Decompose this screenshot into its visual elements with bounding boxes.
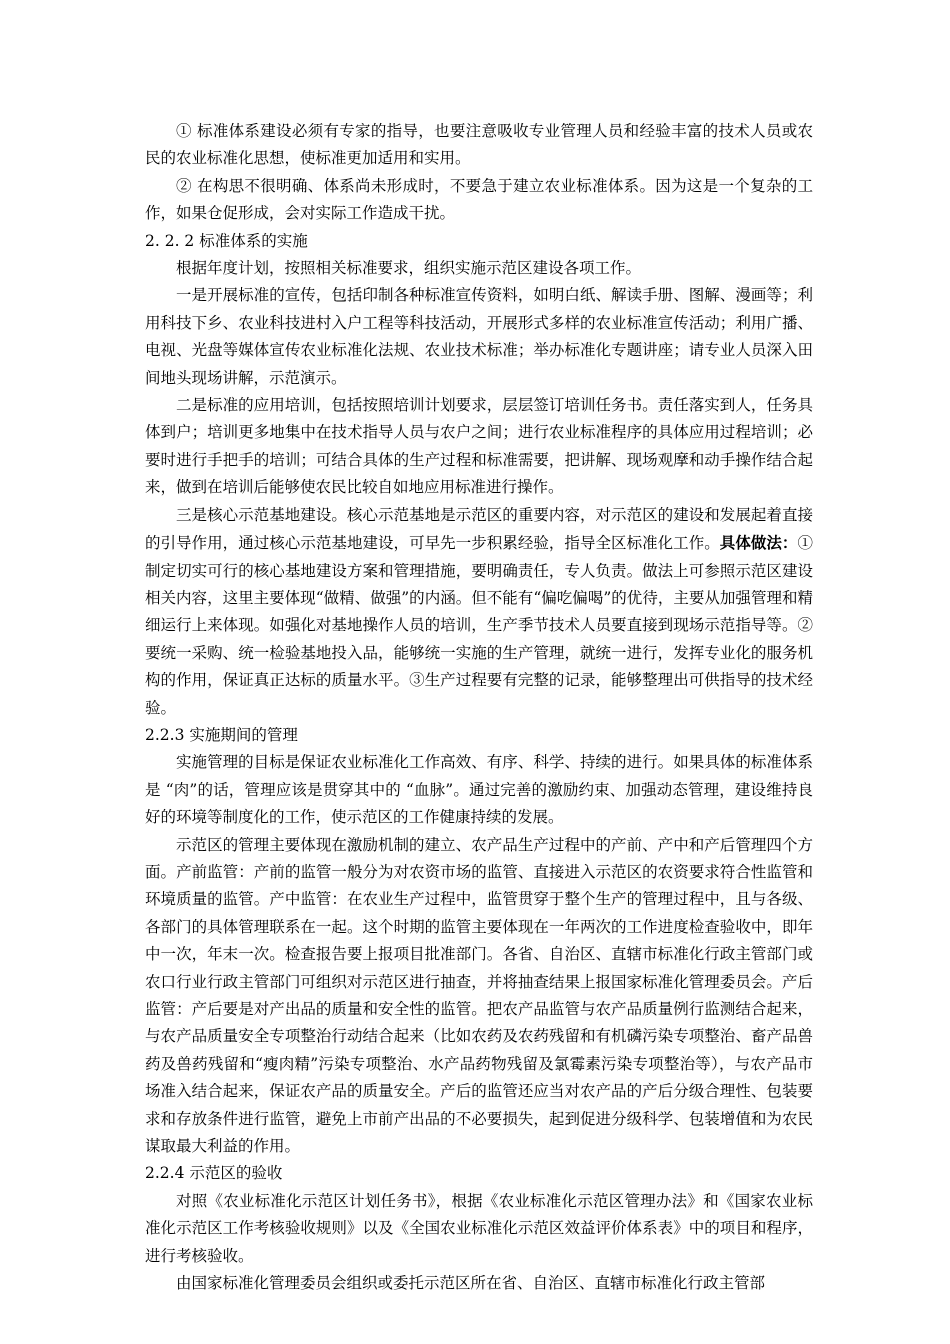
paragraph-10: 由国家标准化管理委员会组织或委托示范区所在省、自治区、直辖市标准化行政主管部 <box>176 1274 766 1293</box>
document-body <box>145 118 813 1297</box>
paragraph-6 <box>145 502 813 722</box>
paragraph-2: ② 在构思不很明确、体系尚未形成时，不要急于建立农业标准体系。因为这是一个复杂的工作，如果仓促形成，会对实际工作造成干扰。 <box>145 176 813 223</box>
section-heading-2-2-4: 2.2.4 示范区的验收 <box>145 1164 283 1183</box>
paragraph-8: 示范区的管理主要体现在激励机制的建立、农产品生产过程中的产前、产中和产后管理四个方面。产前监管：产前的监管一般分为对农资市场的监管、直接进入示范区的农资要求符合性监管和环境质量的监管。产中监管：在农业生产过程中，监管贯穿于整个生产的管理过程中，且与各级、各部门的具体管理联系在一起。这个时期的监管主要体现在一年两次的工作进度检查验收中，即年中一次，年末一次。检查报告要上报项目批准部门。各省、自治区、直辖市标准化行政主管部门或农口行业行政主管部门可组织对示范区进行抽查，并将抽查结果上报国家标准化管理委员会。产后监管：产后要是对产出品的质量和安全性的监管。把农产品监管与农产品质量例行监测结合起来，与农产品质量安全专项整治行动结合起来（比如农药及农药残留和有机磷污染专项整治、畜产品兽药及兽药残留和“瘦肉精”污染专项整治、水产品药物残留及氯霉素污染专项整治等），与农产品市场准入结合起来，保证农产品的质量安全。产后的监管还应当对农产品的产后分级合理性、包装要求和存放条件进行监管，避免上市前产出品的不必要损失，起到促进分级科学、包装增值和为农民谋取最大利益的作用。 <box>145 835 813 1156</box>
section-heading-2-2-2: 2. 2. 2 标准体系的实施 <box>145 231 308 250</box>
section-heading-2-2-3: 2.2.3 实施期间的管理 <box>145 725 298 744</box>
paragraph-9: 对照《农业标准化示范区计划任务书》，根据《农业标准化示范区管理办法》和《国家农业标准化示范区工作考核验收规则》以及《全国农业标准化示范区效益评价体系表》中的项目和程序，进行考核验收。 <box>145 1191 813 1265</box>
paragraph-6-intro: 三是核心示范基地建设。核心示范基地是示范区的重要内容，对示范区的建设和发展起着直接的引导作用，通过核心示范基地建设，可早先一步积累经验，指导全区标准化工作。 <box>145 505 813 553</box>
paragraph-7: 实施管理的目标是保证农业标准化工作高效、有序、科学、持续的进行。如果具体的标准体系是 “肉”的话，管理应该是贯穿其中的 “血脉”。通过完善的激励约束、加强动态管理，建设维持良好的环境等制度化的工作，使示范区的工作健康持续的发展。 <box>145 753 813 827</box>
paragraph-3: 根据年度计划，按照相关标准要求，组织实施示范区建设各项工作。 <box>176 259 642 278</box>
paragraph-1: ① 标准体系建设必须有专家的指导，也要注意吸收专业管理人员和经验丰富的技术人员或农民的农业标准化思想，使标准更加适用和实用。 <box>145 122 813 168</box>
paragraph-6-bold-label: 具体做法： <box>719 533 798 553</box>
paragraph-6-body: ①制定切实可行的核心基地建设方案和管理措施，要明确责任，专人负责。做法上可参照示范区建设相关内容，这里主要体现“做精、做强”的内涵。但不能有“偏吃偏喝”的优待，主要从加强管理和精细运行上来体现。如强化对基地操作人员的培训，生产季节技术人员要直接到现场示范指导等。②要统一采购、统一检验基地投入品，能够统一实施的生产管理，就统一进行，发挥专业化的服务机构的作用，保证真正达标的质量水平。③生产过程要有完整的记录，能够整理出可供指导的技术经验。 <box>145 534 813 717</box>
paragraph-5: 二是标准的应用培训，包括按照培训计划要求，层层签订培训任务书。责任落实到人，任务具体到户；培训更多地集中在技术指导人员与农户之间；进行农业标准程序的具体应用过程培训；必要时进行手把手的培训；可结合具体的生产过程和标准需要，把讲解、现场观摩和动手操作结合起来，做到在培训后能够使农民比较自如地应用标准进行操作。 <box>145 396 813 497</box>
paragraph-4: 一是开展标准的宣传，包括印制各种标准宣传资料，如明白纸、解读手册、图解、漫画等；利用科技下乡、农业科技进村入户工程等科技活动，开展形式多样的农业标准宣传活动；利用广播、电视、光盘等媒体宣传农业标准化法规、农业技术标准；举办标准化专题讲座；请专业人员深入田间地头现场讲解，示范演示。 <box>145 286 813 387</box>
